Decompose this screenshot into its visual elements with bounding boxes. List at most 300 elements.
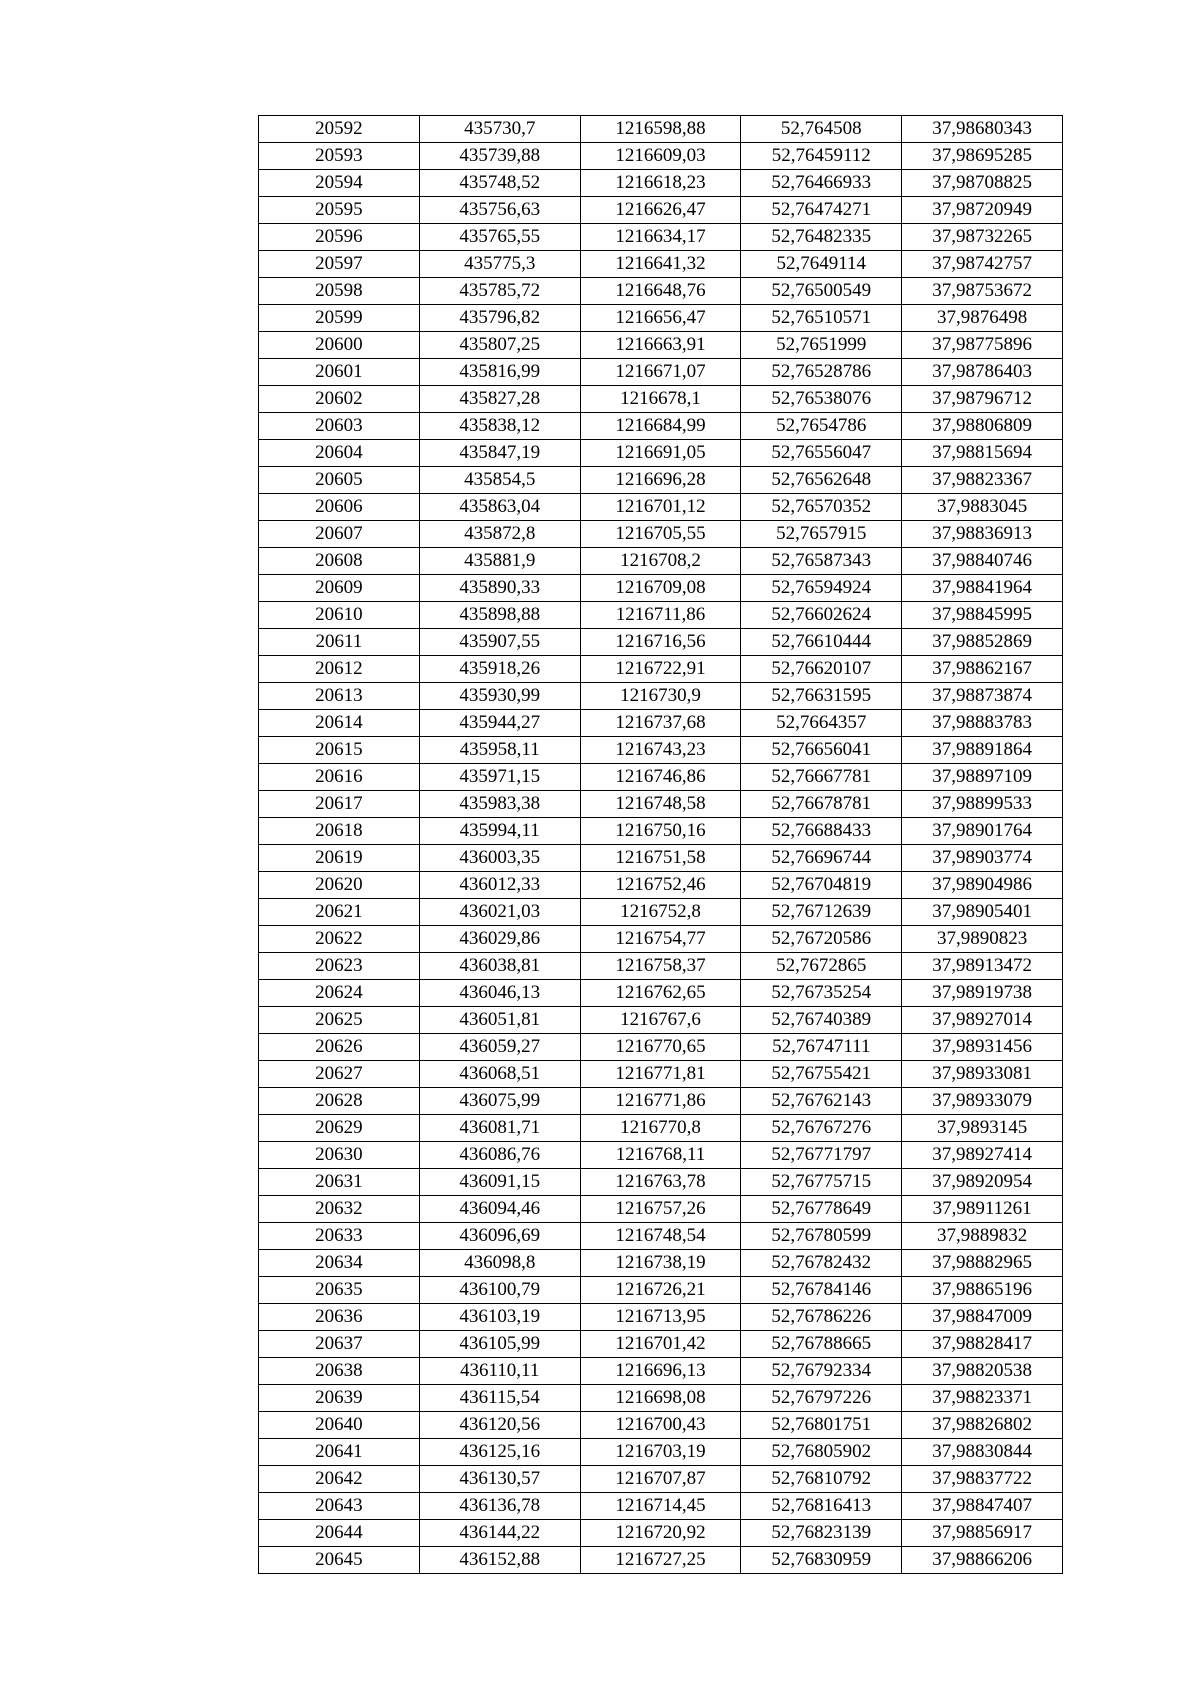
- table-row: [259, 737, 1063, 764]
- longitude-cell: 37,98786403: [902, 359, 1063, 386]
- longitude-cell: 37,98899533: [902, 791, 1063, 818]
- x-coordinate-cell: 436110,11: [419, 1358, 580, 1385]
- x-coordinate-cell: 436046,13: [419, 980, 580, 1007]
- point-number-cell: 20600: [259, 332, 420, 359]
- point-number-cell: 20599: [259, 305, 420, 332]
- longitude-cell: 37,9876498: [902, 305, 1063, 332]
- latitude-cell: 52,76528786: [741, 359, 902, 386]
- table-body: [259, 116, 1063, 1574]
- table-row: [259, 494, 1063, 521]
- latitude-cell: 52,76510571: [741, 305, 902, 332]
- point-number-cell: 20638: [259, 1358, 420, 1385]
- longitude-cell: 37,98840746: [902, 548, 1063, 575]
- table-row: [259, 1142, 1063, 1169]
- longitude-cell: 37,98933081: [902, 1061, 1063, 1088]
- longitude-cell: 37,98742757: [902, 251, 1063, 278]
- table-row: [259, 629, 1063, 656]
- point-number-cell: 20613: [259, 683, 420, 710]
- y-coordinate-cell: 1216767,6: [580, 1007, 741, 1034]
- x-coordinate-cell: 436115,54: [419, 1385, 580, 1412]
- table-row: [259, 467, 1063, 494]
- point-number-cell: 20626: [259, 1034, 420, 1061]
- longitude-cell: 37,98913472: [902, 953, 1063, 980]
- x-coordinate-cell: 435994,11: [419, 818, 580, 845]
- y-coordinate-cell: 1216720,92: [580, 1520, 741, 1547]
- x-coordinate-cell: 435918,26: [419, 656, 580, 683]
- y-coordinate-cell: 1216752,46: [580, 872, 741, 899]
- table-row: [259, 1277, 1063, 1304]
- longitude-cell: 37,98866206: [902, 1547, 1063, 1574]
- x-coordinate-cell: 436081,71: [419, 1115, 580, 1142]
- point-number-cell: 20603: [259, 413, 420, 440]
- table-row: [259, 413, 1063, 440]
- x-coordinate-cell: 435881,9: [419, 548, 580, 575]
- y-coordinate-cell: 1216648,76: [580, 278, 741, 305]
- point-number-cell: 20596: [259, 224, 420, 251]
- latitude-cell: 52,76667781: [741, 764, 902, 791]
- latitude-cell: 52,76556047: [741, 440, 902, 467]
- table-row: [259, 1169, 1063, 1196]
- y-coordinate-cell: 1216678,1: [580, 386, 741, 413]
- x-coordinate-cell: 436120,56: [419, 1412, 580, 1439]
- longitude-cell: 37,98905401: [902, 899, 1063, 926]
- latitude-cell: 52,7649114: [741, 251, 902, 278]
- longitude-cell: 37,98828417: [902, 1331, 1063, 1358]
- table-row: [259, 764, 1063, 791]
- longitude-cell: 37,98826802: [902, 1412, 1063, 1439]
- x-coordinate-cell: 435775,3: [419, 251, 580, 278]
- x-coordinate-cell: 435748,52: [419, 170, 580, 197]
- point-number-cell: 20602: [259, 386, 420, 413]
- table-row: [259, 1061, 1063, 1088]
- latitude-cell: 52,76538076: [741, 386, 902, 413]
- table-row: [259, 116, 1063, 143]
- x-coordinate-cell: 436029,86: [419, 926, 580, 953]
- longitude-cell: 37,9890823: [902, 926, 1063, 953]
- latitude-cell: 52,76656041: [741, 737, 902, 764]
- table-row: [259, 332, 1063, 359]
- x-coordinate-cell: 435847,19: [419, 440, 580, 467]
- y-coordinate-cell: 1216762,65: [580, 980, 741, 1007]
- longitude-cell: 37,98927414: [902, 1142, 1063, 1169]
- latitude-cell: 52,76620107: [741, 656, 902, 683]
- table-row: [259, 926, 1063, 953]
- longitude-cell: 37,9893145: [902, 1115, 1063, 1142]
- latitude-cell: 52,76762143: [741, 1088, 902, 1115]
- longitude-cell: 37,98911261: [902, 1196, 1063, 1223]
- x-coordinate-cell: 436021,03: [419, 899, 580, 926]
- y-coordinate-cell: 1216701,42: [580, 1331, 741, 1358]
- latitude-cell: 52,76696744: [741, 845, 902, 872]
- longitude-cell: 37,98862167: [902, 656, 1063, 683]
- point-number-cell: 20640: [259, 1412, 420, 1439]
- longitude-cell: 37,98708825: [902, 170, 1063, 197]
- longitude-cell: 37,98830844: [902, 1439, 1063, 1466]
- y-coordinate-cell: 1216684,99: [580, 413, 741, 440]
- x-coordinate-cell: 436130,57: [419, 1466, 580, 1493]
- point-number-cell: 20606: [259, 494, 420, 521]
- table-row: [259, 1547, 1063, 1574]
- point-number-cell: 20605: [259, 467, 420, 494]
- latitude-cell: 52,7654786: [741, 413, 902, 440]
- x-coordinate-cell: 436136,78: [419, 1493, 580, 1520]
- table-row: [259, 710, 1063, 737]
- y-coordinate-cell: 1216696,13: [580, 1358, 741, 1385]
- y-coordinate-cell: 1216730,9: [580, 683, 741, 710]
- point-number-cell: 20617: [259, 791, 420, 818]
- point-number-cell: 20625: [259, 1007, 420, 1034]
- point-number-cell: 20634: [259, 1250, 420, 1277]
- x-coordinate-cell: 436103,19: [419, 1304, 580, 1331]
- latitude-cell: 52,76775715: [741, 1169, 902, 1196]
- y-coordinate-cell: 1216641,32: [580, 251, 741, 278]
- longitude-cell: 37,98927014: [902, 1007, 1063, 1034]
- point-number-cell: 20632: [259, 1196, 420, 1223]
- table-row: [259, 1034, 1063, 1061]
- latitude-cell: 52,76735254: [741, 980, 902, 1007]
- x-coordinate-cell: 436091,15: [419, 1169, 580, 1196]
- point-number-cell: 20643: [259, 1493, 420, 1520]
- point-number-cell: 20615: [259, 737, 420, 764]
- x-coordinate-cell: 436068,51: [419, 1061, 580, 1088]
- longitude-cell: 37,9889832: [902, 1223, 1063, 1250]
- table-row: [259, 359, 1063, 386]
- table-row: [259, 521, 1063, 548]
- x-coordinate-cell: 436051,81: [419, 1007, 580, 1034]
- y-coordinate-cell: 1216738,19: [580, 1250, 741, 1277]
- longitude-cell: 37,98837722: [902, 1466, 1063, 1493]
- y-coordinate-cell: 1216701,12: [580, 494, 741, 521]
- table-row: [259, 197, 1063, 224]
- x-coordinate-cell: 436086,76: [419, 1142, 580, 1169]
- table-row: [259, 278, 1063, 305]
- point-number-cell: 20644: [259, 1520, 420, 1547]
- point-number-cell: 20609: [259, 575, 420, 602]
- latitude-cell: 52,7664357: [741, 710, 902, 737]
- longitude-cell: 37,98695285: [902, 143, 1063, 170]
- x-coordinate-cell: 436152,88: [419, 1547, 580, 1574]
- point-number-cell: 20614: [259, 710, 420, 737]
- point-number-cell: 20620: [259, 872, 420, 899]
- table-row: [259, 386, 1063, 413]
- x-coordinate-cell: 435756,63: [419, 197, 580, 224]
- latitude-cell: 52,76810792: [741, 1466, 902, 1493]
- point-number-cell: 20639: [259, 1385, 420, 1412]
- longitude-cell: 37,98891864: [902, 737, 1063, 764]
- y-coordinate-cell: 1216609,03: [580, 143, 741, 170]
- table-row: [259, 224, 1063, 251]
- y-coordinate-cell: 1216757,26: [580, 1196, 741, 1223]
- latitude-cell: 52,76784146: [741, 1277, 902, 1304]
- point-number-cell: 20593: [259, 143, 420, 170]
- x-coordinate-cell: 436012,33: [419, 872, 580, 899]
- longitude-cell: 37,98841964: [902, 575, 1063, 602]
- latitude-cell: 52,76782432: [741, 1250, 902, 1277]
- y-coordinate-cell: 1216770,8: [580, 1115, 741, 1142]
- x-coordinate-cell: 435796,82: [419, 305, 580, 332]
- longitude-cell: 37,98836913: [902, 521, 1063, 548]
- point-number-cell: 20616: [259, 764, 420, 791]
- y-coordinate-cell: 1216696,28: [580, 467, 741, 494]
- table-row: [259, 440, 1063, 467]
- latitude-cell: 52,764508: [741, 116, 902, 143]
- table-row: [259, 1223, 1063, 1250]
- table-row: [259, 143, 1063, 170]
- latitude-cell: 52,76587343: [741, 548, 902, 575]
- y-coordinate-cell: 1216727,25: [580, 1547, 741, 1574]
- table-row: [259, 1385, 1063, 1412]
- y-coordinate-cell: 1216716,56: [580, 629, 741, 656]
- y-coordinate-cell: 1216768,11: [580, 1142, 741, 1169]
- y-coordinate-cell: 1216750,16: [580, 818, 741, 845]
- longitude-cell: 37,98732265: [902, 224, 1063, 251]
- table-row: [259, 872, 1063, 899]
- x-coordinate-cell: 435807,25: [419, 332, 580, 359]
- point-number-cell: 20610: [259, 602, 420, 629]
- y-coordinate-cell: 1216705,55: [580, 521, 741, 548]
- latitude-cell: 52,76712639: [741, 899, 902, 926]
- point-number-cell: 20645: [259, 1547, 420, 1574]
- table-row: [259, 1493, 1063, 1520]
- longitude-cell: 37,98753672: [902, 278, 1063, 305]
- latitude-cell: 52,76466933: [741, 170, 902, 197]
- x-coordinate-cell: 436105,99: [419, 1331, 580, 1358]
- table-row: [259, 683, 1063, 710]
- point-number-cell: 20624: [259, 980, 420, 1007]
- point-number-cell: 20595: [259, 197, 420, 224]
- y-coordinate-cell: 1216714,45: [580, 1493, 741, 1520]
- point-number-cell: 20635: [259, 1277, 420, 1304]
- table-row: [259, 656, 1063, 683]
- latitude-cell: 52,76801751: [741, 1412, 902, 1439]
- table-row: [259, 251, 1063, 278]
- table-row: [259, 1250, 1063, 1277]
- longitude-cell: 37,98823371: [902, 1385, 1063, 1412]
- x-coordinate-cell: 435971,15: [419, 764, 580, 791]
- longitude-cell: 37,98904986: [902, 872, 1063, 899]
- y-coordinate-cell: 1216598,88: [580, 116, 741, 143]
- latitude-cell: 52,76459112: [741, 143, 902, 170]
- longitude-cell: 37,98775896: [902, 332, 1063, 359]
- longitude-cell: 37,98806809: [902, 413, 1063, 440]
- y-coordinate-cell: 1216743,23: [580, 737, 741, 764]
- point-number-cell: 20629: [259, 1115, 420, 1142]
- x-coordinate-cell: 436038,81: [419, 953, 580, 980]
- latitude-cell: 52,76720586: [741, 926, 902, 953]
- latitude-cell: 52,76792334: [741, 1358, 902, 1385]
- y-coordinate-cell: 1216700,43: [580, 1412, 741, 1439]
- latitude-cell: 52,76594924: [741, 575, 902, 602]
- y-coordinate-cell: 1216626,47: [580, 197, 741, 224]
- point-number-cell: 20631: [259, 1169, 420, 1196]
- y-coordinate-cell: 1216748,58: [580, 791, 741, 818]
- y-coordinate-cell: 1216751,58: [580, 845, 741, 872]
- x-coordinate-cell: 436100,79: [419, 1277, 580, 1304]
- table-row: [259, 1412, 1063, 1439]
- latitude-cell: 52,7657915: [741, 521, 902, 548]
- point-number-cell: 20642: [259, 1466, 420, 1493]
- latitude-cell: 52,76805902: [741, 1439, 902, 1466]
- y-coordinate-cell: 1216698,08: [580, 1385, 741, 1412]
- table-row: [259, 818, 1063, 845]
- x-coordinate-cell: 436096,69: [419, 1223, 580, 1250]
- table-row: [259, 1358, 1063, 1385]
- latitude-cell: 52,7651999: [741, 332, 902, 359]
- latitude-cell: 52,76786226: [741, 1304, 902, 1331]
- x-coordinate-cell: 436144,22: [419, 1520, 580, 1547]
- table-row: [259, 1115, 1063, 1142]
- latitude-cell: 52,76688433: [741, 818, 902, 845]
- latitude-cell: 52,76704819: [741, 872, 902, 899]
- y-coordinate-cell: 1216746,86: [580, 764, 741, 791]
- longitude-cell: 37,98882965: [902, 1250, 1063, 1277]
- latitude-cell: 52,76778649: [741, 1196, 902, 1223]
- table-row: [259, 602, 1063, 629]
- latitude-cell: 52,7672865: [741, 953, 902, 980]
- coordinates-table: [258, 115, 1063, 1574]
- table-row: [259, 1196, 1063, 1223]
- y-coordinate-cell: 1216770,65: [580, 1034, 741, 1061]
- point-number-cell: 20628: [259, 1088, 420, 1115]
- y-coordinate-cell: 1216663,91: [580, 332, 741, 359]
- x-coordinate-cell: 435944,27: [419, 710, 580, 737]
- point-number-cell: 20633: [259, 1223, 420, 1250]
- table-row: [259, 1466, 1063, 1493]
- point-number-cell: 20612: [259, 656, 420, 683]
- y-coordinate-cell: 1216713,95: [580, 1304, 741, 1331]
- longitude-cell: 37,98856917: [902, 1520, 1063, 1547]
- y-coordinate-cell: 1216726,21: [580, 1277, 741, 1304]
- latitude-cell: 52,76788665: [741, 1331, 902, 1358]
- longitude-cell: 37,98852869: [902, 629, 1063, 656]
- x-coordinate-cell: 435816,99: [419, 359, 580, 386]
- point-number-cell: 20597: [259, 251, 420, 278]
- y-coordinate-cell: 1216748,54: [580, 1223, 741, 1250]
- x-coordinate-cell: 436059,27: [419, 1034, 580, 1061]
- latitude-cell: 52,76562648: [741, 467, 902, 494]
- longitude-cell: 37,98883783: [902, 710, 1063, 737]
- table-row: [259, 1520, 1063, 1547]
- latitude-cell: 52,76747111: [741, 1034, 902, 1061]
- point-number-cell: 20627: [259, 1061, 420, 1088]
- latitude-cell: 52,76500549: [741, 278, 902, 305]
- table-row: [259, 953, 1063, 980]
- longitude-cell: 37,98847407: [902, 1493, 1063, 1520]
- y-coordinate-cell: 1216707,87: [580, 1466, 741, 1493]
- point-number-cell: 20618: [259, 818, 420, 845]
- y-coordinate-cell: 1216709,08: [580, 575, 741, 602]
- longitude-cell: 37,98920954: [902, 1169, 1063, 1196]
- y-coordinate-cell: 1216737,68: [580, 710, 741, 737]
- latitude-cell: 52,76797226: [741, 1385, 902, 1412]
- y-coordinate-cell: 1216771,81: [580, 1061, 741, 1088]
- x-coordinate-cell: 436098,8: [419, 1250, 580, 1277]
- longitude-cell: 37,98919738: [902, 980, 1063, 1007]
- table-row: [259, 575, 1063, 602]
- longitude-cell: 37,98865196: [902, 1277, 1063, 1304]
- point-number-cell: 20601: [259, 359, 420, 386]
- point-number-cell: 20621: [259, 899, 420, 926]
- point-number-cell: 20619: [259, 845, 420, 872]
- table-row: [259, 845, 1063, 872]
- y-coordinate-cell: 1216754,77: [580, 926, 741, 953]
- x-coordinate-cell: 435739,88: [419, 143, 580, 170]
- longitude-cell: 37,98847009: [902, 1304, 1063, 1331]
- latitude-cell: 52,76570352: [741, 494, 902, 521]
- latitude-cell: 52,76610444: [741, 629, 902, 656]
- x-coordinate-cell: 435898,88: [419, 602, 580, 629]
- table-row: [259, 1439, 1063, 1466]
- point-number-cell: 20641: [259, 1439, 420, 1466]
- x-coordinate-cell: 436094,46: [419, 1196, 580, 1223]
- x-coordinate-cell: 435890,33: [419, 575, 580, 602]
- x-coordinate-cell: 435838,12: [419, 413, 580, 440]
- table-row: [259, 1331, 1063, 1358]
- point-number-cell: 20607: [259, 521, 420, 548]
- latitude-cell: 52,76823139: [741, 1520, 902, 1547]
- latitude-cell: 52,76740389: [741, 1007, 902, 1034]
- table-row: [259, 170, 1063, 197]
- x-coordinate-cell: 435872,8: [419, 521, 580, 548]
- point-number-cell: 20604: [259, 440, 420, 467]
- x-coordinate-cell: 436003,35: [419, 845, 580, 872]
- latitude-cell: 52,76830959: [741, 1547, 902, 1574]
- y-coordinate-cell: 1216758,37: [580, 953, 741, 980]
- y-coordinate-cell: 1216671,07: [580, 359, 741, 386]
- table-row: [259, 791, 1063, 818]
- table-row: [259, 548, 1063, 575]
- y-coordinate-cell: 1216763,78: [580, 1169, 741, 1196]
- point-number-cell: 20592: [259, 116, 420, 143]
- y-coordinate-cell: 1216708,2: [580, 548, 741, 575]
- table-row: [259, 1088, 1063, 1115]
- point-number-cell: 20611: [259, 629, 420, 656]
- table-row: [259, 899, 1063, 926]
- longitude-cell: 37,98823367: [902, 467, 1063, 494]
- longitude-cell: 37,9883045: [902, 494, 1063, 521]
- x-coordinate-cell: 435930,99: [419, 683, 580, 710]
- x-coordinate-cell: 435785,72: [419, 278, 580, 305]
- point-number-cell: 20598: [259, 278, 420, 305]
- latitude-cell: 52,76816413: [741, 1493, 902, 1520]
- x-coordinate-cell: 435863,04: [419, 494, 580, 521]
- longitude-cell: 37,98903774: [902, 845, 1063, 872]
- point-number-cell: 20636: [259, 1304, 420, 1331]
- latitude-cell: 52,76474271: [741, 197, 902, 224]
- x-coordinate-cell: 435854,5: [419, 467, 580, 494]
- latitude-cell: 52,76602624: [741, 602, 902, 629]
- x-coordinate-cell: 435958,11: [419, 737, 580, 764]
- point-number-cell: 20608: [259, 548, 420, 575]
- longitude-cell: 37,98820538: [902, 1358, 1063, 1385]
- longitude-cell: 37,98815694: [902, 440, 1063, 467]
- point-number-cell: 20622: [259, 926, 420, 953]
- x-coordinate-cell: 435827,28: [419, 386, 580, 413]
- table-row: [259, 980, 1063, 1007]
- y-coordinate-cell: 1216618,23: [580, 170, 741, 197]
- longitude-cell: 37,98933079: [902, 1088, 1063, 1115]
- longitude-cell: 37,98901764: [902, 818, 1063, 845]
- longitude-cell: 37,98796712: [902, 386, 1063, 413]
- y-coordinate-cell: 1216771,86: [580, 1088, 741, 1115]
- x-coordinate-cell: 436125,16: [419, 1439, 580, 1466]
- latitude-cell: 52,76780599: [741, 1223, 902, 1250]
- x-coordinate-cell: 435765,55: [419, 224, 580, 251]
- longitude-cell: 37,98931456: [902, 1034, 1063, 1061]
- longitude-cell: 37,98680343: [902, 116, 1063, 143]
- longitude-cell: 37,98873874: [902, 683, 1063, 710]
- y-coordinate-cell: 1216691,05: [580, 440, 741, 467]
